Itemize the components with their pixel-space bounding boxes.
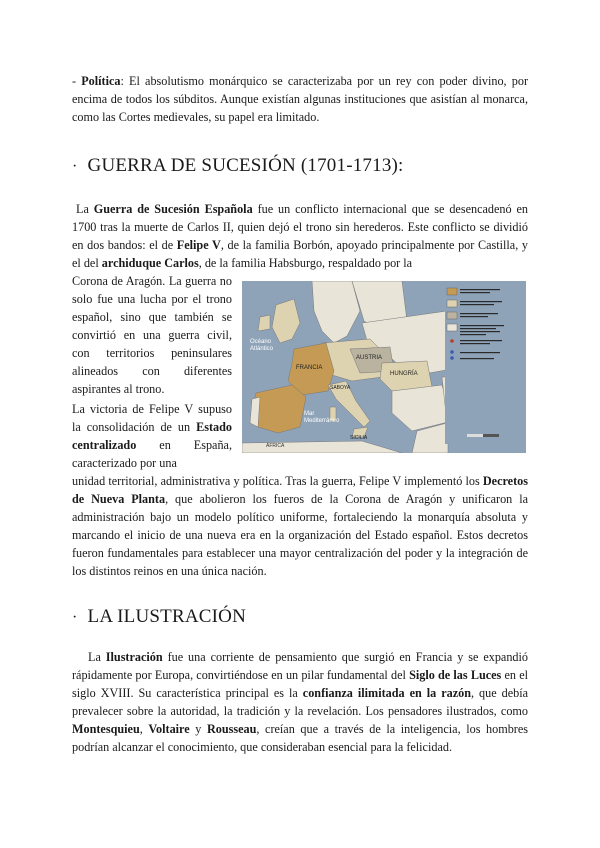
map-label-sea: Mar Mediterráneo xyxy=(304,411,340,424)
map-label-hungria: HUNGRÍA xyxy=(390,371,418,377)
map-label-saboya: SABOYA xyxy=(330,385,351,391)
heading-bullet: · xyxy=(72,158,78,175)
politica-term: Política xyxy=(81,74,121,88)
ilustracion-heading: · LA ILUSTRACIÓN xyxy=(72,606,247,627)
politica-paragraph: - Política: El absolutismo monárquico se caracterizaba por un rey con poder divino, por encima de todos los súbditos. Aunque existían algunas instituciones que asistían al monarca, como las Cortes medievales, su papel era limitado. xyxy=(72,74,529,124)
map-legend xyxy=(445,284,523,444)
europe-map xyxy=(242,281,526,453)
guerra-paragraph-2: Corona de Aragón. La guerra no solo fue una lucha por el trono español, sino que también se convirtió en una guerra civil, con territorios peninsulares alineados con diferentes aspirantes al trono. xyxy=(72,274,232,396)
map-legend-swatches xyxy=(445,284,523,444)
heading-bullet: · xyxy=(72,609,78,626)
map-label-africa: ÁFRICA xyxy=(266,443,285,449)
guerra-paragraph-4: unidad territorial, administrativa y política. Tras la guerra, Felipe V implementó los Decretos de Nueva Planta, que abolieron los fueros de la Corona de Aragón y unificaron la administración bajo un modelo político uniforme, fortaleciendo la monarquía absoluta y marcando el inicio de una nueva era en la organización del Estado español. Estos decretos fueron fundamentales para establecer una mayor centralización del poder y la integración de los distintos reinos en una única nación. xyxy=(72,474,528,578)
map-label-ocean: Océano Atlántico xyxy=(250,339,274,352)
guerra-heading: · GUERRA DE SUCESIÓN (1701-1713): xyxy=(72,155,404,176)
map-label-francia: FRANCIA xyxy=(296,365,323,371)
guerra-paragraph-3: La victoria de Felipe V supuso la consolidación de un Estado centralizado en España, caracterizado por una xyxy=(72,402,232,470)
map-label-sicilia: SICILIA xyxy=(350,435,368,441)
ilustracion-paragraph: La Ilustración fue una corriente de pensamiento que surgió en Francia y se expandió rápidamente por Europa, convirtiéndose en un pilar fundamental del Siglo de las Luces en el siglo XVIII. Su característica principal es la confianza ilimitada en la razón, que debía prevalecer sobre la autoridad, la tradición y la revelación. Los pensadores ilustrados, como Montesquieu, Voltaire y Rousseau, creían que a través de la inteligencia, los hombres podrían alcanzar el conocimiento, que consideraban esencial para la felicidad. xyxy=(72,650,529,754)
map-label-austria: AUSTRIA xyxy=(356,355,383,361)
guerra-paragraph-1: La Guerra de Sucesión Española fue un conflicto internacional que se desencadenó en 1700 tras la muerte de Carlos II, quien dejó el trono sin herederos. Este conflicto se dividió en dos bandos: el de Felipe V, de la familia Borbón, apoyado principalmente por Castilla, y el del archiduque Carlos, de la familia Habsburgo, respaldado por la xyxy=(72,202,528,270)
